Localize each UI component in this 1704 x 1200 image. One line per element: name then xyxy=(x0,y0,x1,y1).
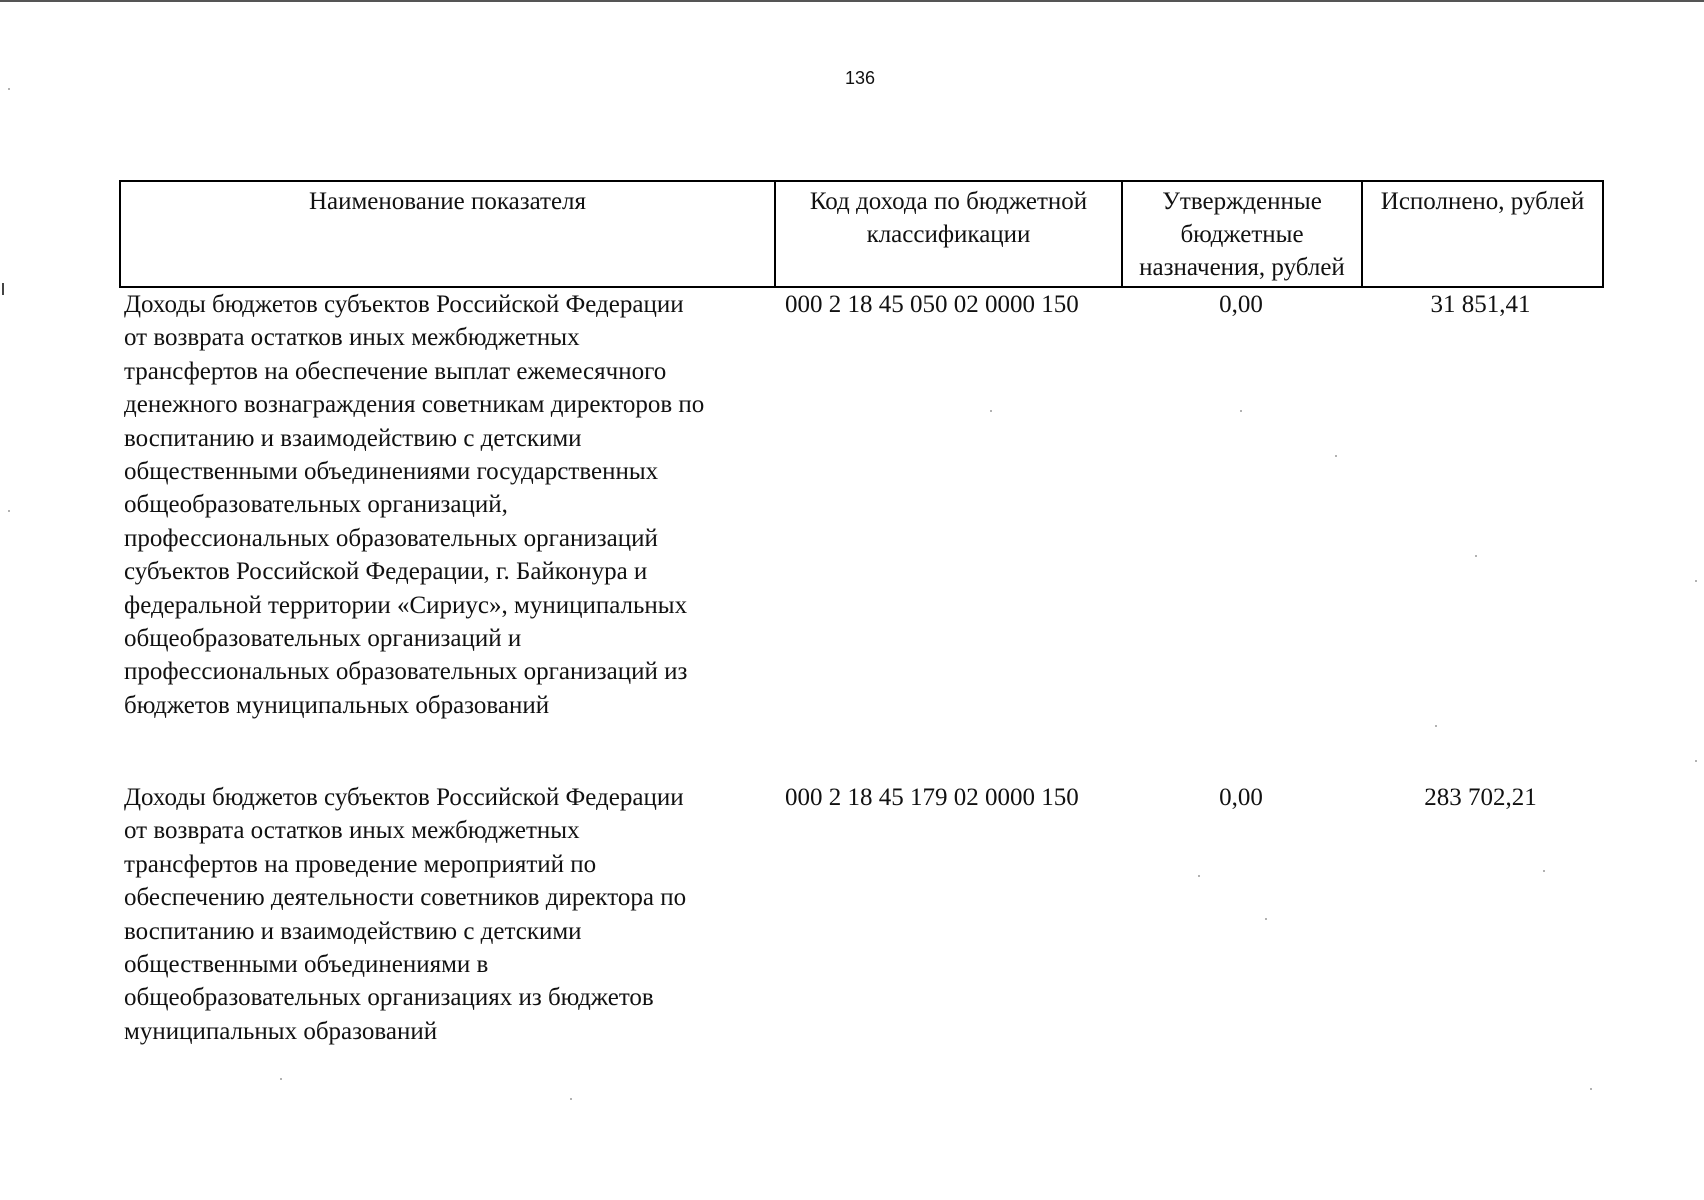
scan-speck xyxy=(990,410,992,412)
scan-speck xyxy=(8,510,10,512)
scan-speck xyxy=(1198,875,1200,877)
scan-speck xyxy=(1265,918,1267,920)
scan-speck xyxy=(1695,580,1697,582)
scan-margin-mark xyxy=(2,283,4,295)
scan-speck xyxy=(1695,760,1697,762)
row-name: Доходы бюджетов субъектов Российской Федерации от возврата остатков иных межбюджетных трансфертов на обеспечение выплат ежемесячного денежного вознаграждения советникам директоров по воспитанию и взаимодействию с детскими общественными объединениями государственных общеобразовательных организаций, профессиональных образовательных организаций субъектов Российской Федерации, г. Байконура и федеральной территории «Сириус», муниципальных общеобразовательных организаций и профессиональных образовательных организаций из бюджетов муниципальных образований xyxy=(124,291,705,719)
row-done: 31 851,41 xyxy=(1430,291,1531,318)
row-code: 000 2 18 45 050 02 0000 150 xyxy=(785,291,1079,318)
scan-speck xyxy=(1543,870,1545,872)
page-number: 136 xyxy=(844,68,876,88)
scan-speck xyxy=(280,1078,282,1080)
scan-speck xyxy=(570,1098,572,1100)
top-scan-edge xyxy=(0,0,1704,2)
scan-speck xyxy=(1335,455,1337,457)
row-code: 000 2 18 45 179 02 0000 150 xyxy=(785,784,1079,811)
header-plan: Утвержденные бюджетные назначения, рублей xyxy=(1123,182,1363,286)
row-done: 283 702,21 xyxy=(1424,784,1537,811)
scan-speck xyxy=(8,88,10,90)
scan-speck xyxy=(1475,555,1477,557)
header-code: Код дохода по бюджетной классификации xyxy=(776,182,1123,286)
scan-speck xyxy=(1590,1088,1592,1090)
scan-speck xyxy=(1435,725,1437,727)
row-plan: 0,00 xyxy=(1219,291,1263,318)
scan-speck xyxy=(1240,410,1242,412)
header-done: Исполнено, рублей xyxy=(1380,188,1585,215)
table-header xyxy=(119,180,1604,288)
header-name: Наименование показателя xyxy=(121,182,776,286)
row-plan: 0,00 xyxy=(1219,784,1263,811)
row-name: Доходы бюджетов субъектов Российской Федерации от возврата остатков иных межбюджетных трансфертов на проведение мероприятий по обеспечению деятельности советников директора по воспитанию и взаимодействию с детскими общественными объединениями в общеобразовательных организациях из бюджетов муниципальных образований xyxy=(124,784,687,1045)
